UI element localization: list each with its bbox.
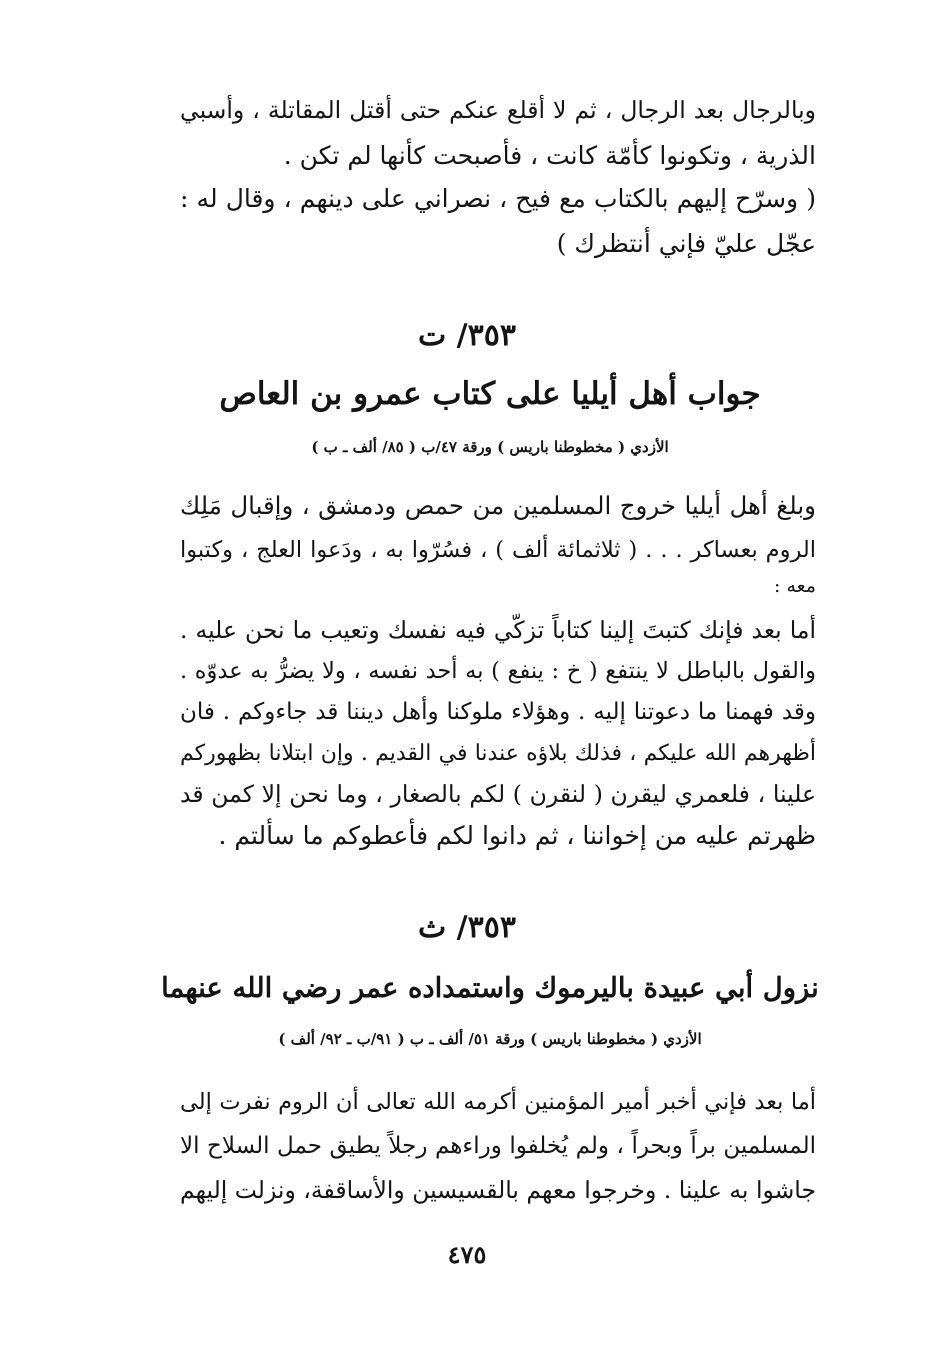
text-line: جاشوا به علينا . وخرجوا معهم بالقسيسين والأساقفة، ونزلت إليهم bbox=[180, 1176, 816, 1204]
letter-text bbox=[180, 610, 816, 856]
note-paragraph bbox=[180, 176, 816, 266]
section-title: جواب أهل أيليا على كتاب عمرو بن العاص bbox=[219, 376, 761, 412]
text-line: المسلمين براً وبحراً ، ولم يُخلفوا وراءهم رجلاً يطيق حمل السلاح الا bbox=[180, 1133, 816, 1159]
text-line: ظهرتم عليه من إخواننا ، ثم دانوا لكم فأعطوكم ما سألتم . bbox=[218, 821, 816, 850]
source-reference: الأزدي ( مخطوطنا باريس ) ورقة ٥١/ ألف ـ ب ( ٩١/ب ـ ٩٢/ ألف ) bbox=[278, 1030, 702, 1048]
text-line: وبلغ أهل أيليا خروج المسلمين من حمص ودمشق ، وإقبال مَلِك bbox=[180, 491, 816, 520]
text-line: أظهرهم الله عليكم ، فذلك بلاؤه عندنا في القديم . وإن ابتلانا بظهوركم bbox=[180, 741, 816, 766]
section-number: ٣٥٣/ ث bbox=[418, 910, 516, 945]
text-line: وقد فهمنا ما دعوتنا إليه . وهؤلاء ملوكنا وأهل ديننا قد جاءوكم . فان bbox=[180, 699, 816, 725]
text-line: والقول بالباطل لا ينتفع ( خ : ينفع ) به أحد نفسه ، ولا يضرُّ به عدوّه . bbox=[180, 658, 816, 684]
section-intro bbox=[180, 484, 816, 600]
section-body bbox=[180, 1080, 816, 1212]
page-number: ٤٧٥ bbox=[447, 1240, 487, 1269]
text-line: معه : bbox=[774, 575, 816, 597]
text-line: وبالرجال بعد الرجال ، ثم لا أقلع عنكم حتى أقتل المقاتلة ، وأسبي bbox=[180, 96, 816, 124]
text-line: عجّل عليّ فإني أنتظرك ) bbox=[556, 229, 816, 258]
text-line: ( وسرّح إليهم بالكتاب مع فيح ، نصراني على دينهم ، وقال له : bbox=[180, 184, 816, 213]
text-line: علينا ، فلعمري ليقرن ( لنقرن ) لكم بالصغار ، وما نحن إلا كمن قد bbox=[180, 780, 816, 808]
text-line: أما بعد فإني أخبر أمير المؤمنين أكرمه الله تعالى أن الروم نفرت إلى bbox=[180, 1089, 816, 1115]
section-number: ٣٥٣/ ت bbox=[418, 318, 516, 353]
top-paragraph bbox=[180, 88, 816, 178]
text-line: أما بعد فإنك كتبتَ إلينا كتاباً تزكّي فيه نفسك وتعيب ما نحن عليه . bbox=[180, 616, 816, 644]
section-title: نزول أبي عبيدة باليرموك واستمداده عمر رضي الله عنهما bbox=[161, 972, 819, 1004]
text-line: الروم بعساكر . . . ( ثلاثمائة ألف ) ، فسُرّوا به ، ودَعوا العلج ، وكتبوا bbox=[180, 537, 816, 563]
text-line: الذرية ، وتكونوا كأمّة كانت ، فأصبحت كأنها لم تكن . bbox=[283, 141, 816, 170]
source-reference: الأزدي ( مخطوطنا باريس ) ورقة ٤٧/ب ( ٨٥/ ألف ـ ب ) bbox=[311, 438, 669, 456]
